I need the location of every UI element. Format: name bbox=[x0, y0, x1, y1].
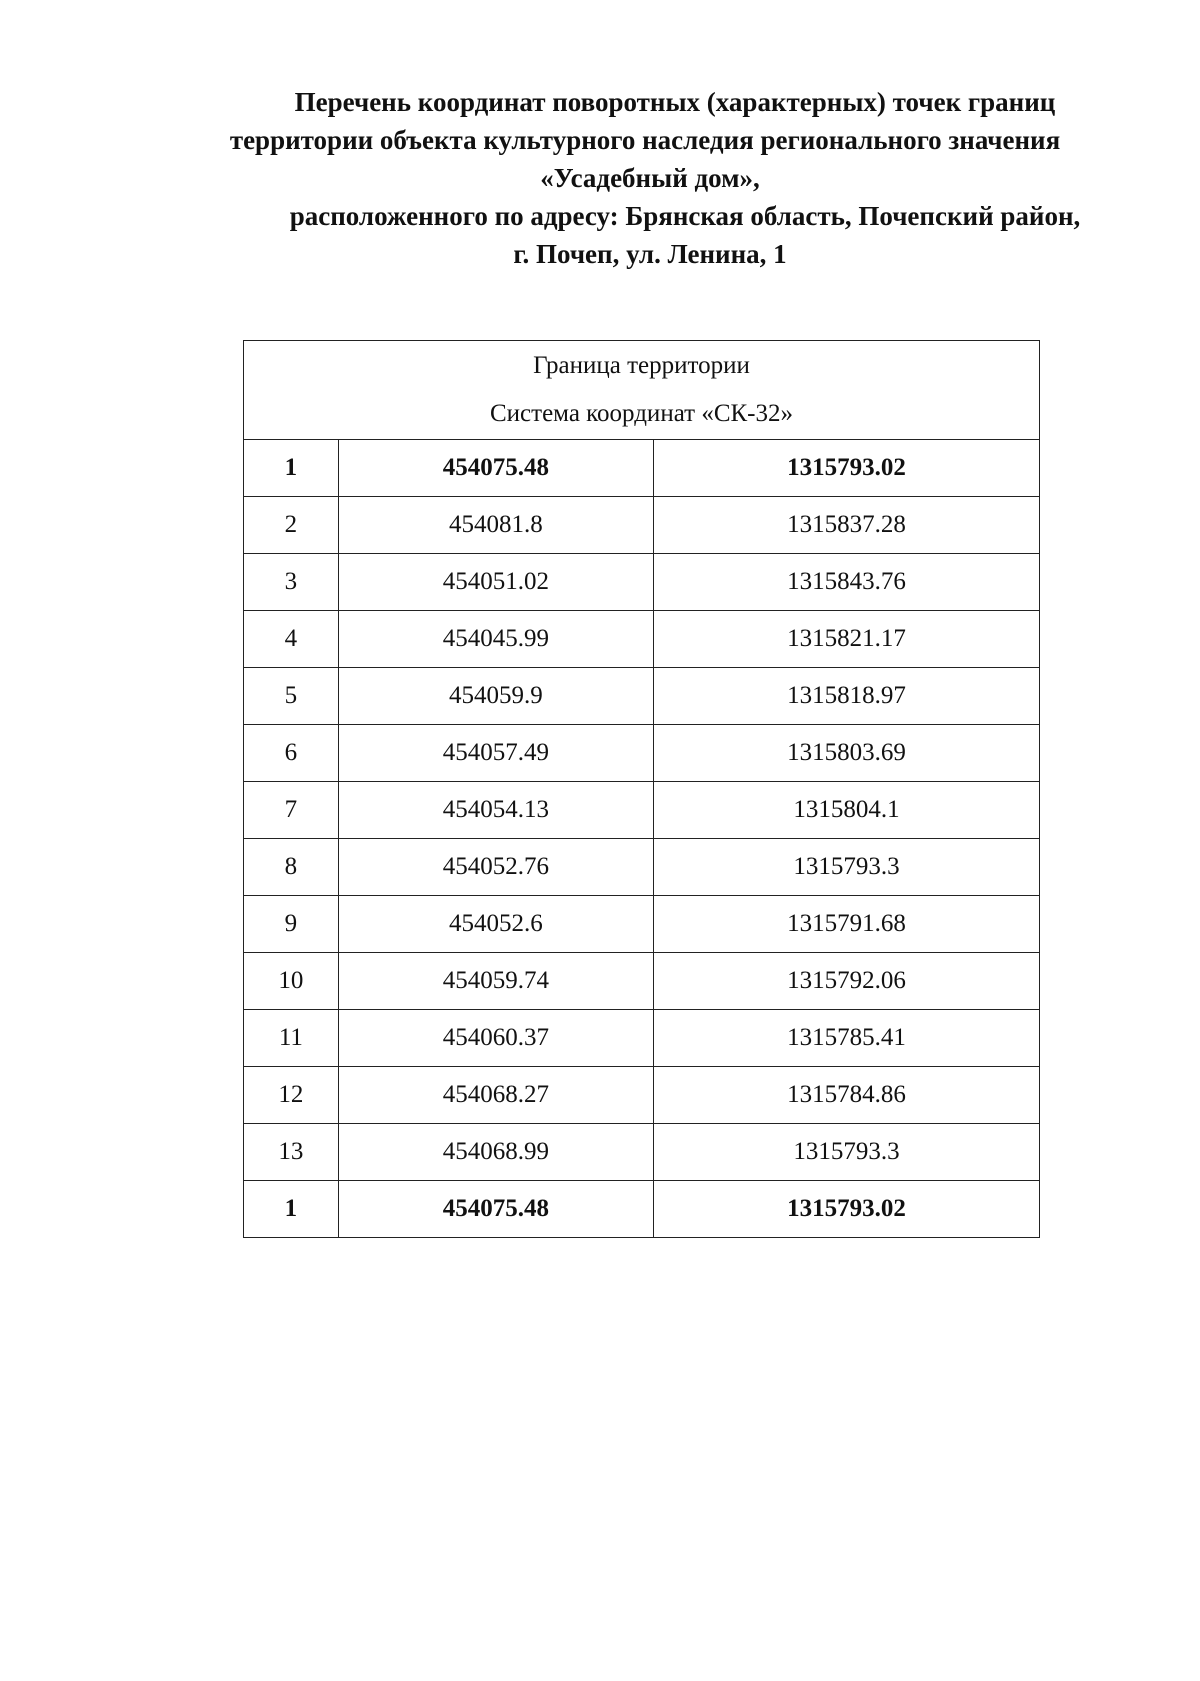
table-row bbox=[244, 1067, 1040, 1124]
point-number-cell: 10 bbox=[244, 953, 339, 1010]
table-row bbox=[244, 1124, 1040, 1181]
y-coordinate-cell: 1315803.69 bbox=[653, 725, 1039, 782]
y-coordinate-cell: 1315843.76 bbox=[653, 554, 1039, 611]
y-coordinate-cell: 1315784.86 bbox=[653, 1067, 1039, 1124]
point-number-cell: 12 bbox=[244, 1067, 339, 1124]
point-number-cell: 1 bbox=[244, 440, 339, 497]
x-coordinate-cell: 454057.49 bbox=[338, 725, 653, 782]
x-coordinate-cell: 454068.99 bbox=[338, 1124, 653, 1181]
title-line: расположенного по адресу: Брянская область, Почепский район, bbox=[289, 201, 1081, 231]
x-coordinate-cell: 454075.48 bbox=[338, 1181, 653, 1238]
x-coordinate-cell: 454059.74 bbox=[338, 953, 653, 1010]
point-number-cell: 9 bbox=[244, 896, 339, 953]
point-number-cell: 4 bbox=[244, 611, 339, 668]
point-number-cell: 3 bbox=[244, 554, 339, 611]
y-coordinate-cell: 1315793.02 bbox=[653, 1181, 1039, 1238]
y-coordinate-cell: 1315792.06 bbox=[653, 953, 1039, 1010]
x-coordinate-cell: 454075.48 bbox=[338, 440, 653, 497]
document-title bbox=[160, 83, 1140, 273]
y-coordinate-cell: 1315793.02 bbox=[653, 440, 1039, 497]
table-caption bbox=[244, 341, 1040, 440]
x-coordinate-cell: 454051.02 bbox=[338, 554, 653, 611]
x-coordinate-cell: 454068.27 bbox=[338, 1067, 653, 1124]
x-coordinate-cell: 454054.13 bbox=[338, 782, 653, 839]
coordinates-table bbox=[243, 340, 1040, 1238]
title-line: «Усадебный дом», bbox=[540, 163, 760, 193]
point-number-cell: 13 bbox=[244, 1124, 339, 1181]
table-row bbox=[244, 440, 1040, 497]
table-row bbox=[244, 668, 1040, 725]
y-coordinate-cell: 1315837.28 bbox=[653, 497, 1039, 554]
table-row bbox=[244, 839, 1040, 896]
point-number-cell: 5 bbox=[244, 668, 339, 725]
title-line: Перечень координат поворотных (характерных) точек границ bbox=[294, 87, 1056, 117]
point-number-cell: 2 bbox=[244, 497, 339, 554]
y-coordinate-cell: 1315818.97 bbox=[653, 668, 1039, 725]
title-line: г. Почеп, ул. Ленина, 1 bbox=[513, 239, 787, 269]
table-caption-row bbox=[244, 341, 1040, 440]
x-coordinate-cell: 454081.8 bbox=[338, 497, 653, 554]
y-coordinate-cell: 1315793.3 bbox=[653, 1124, 1039, 1181]
x-coordinate-cell: 454045.99 bbox=[338, 611, 653, 668]
y-coordinate-cell: 1315785.41 bbox=[653, 1010, 1039, 1067]
table-row bbox=[244, 725, 1040, 782]
y-coordinate-cell: 1315821.17 bbox=[653, 611, 1039, 668]
table-row bbox=[244, 896, 1040, 953]
coordinates-table-body bbox=[244, 341, 1040, 1238]
table-row bbox=[244, 1181, 1040, 1238]
x-coordinate-cell: 454052.6 bbox=[338, 896, 653, 953]
table-row bbox=[244, 497, 1040, 554]
point-number-cell: 7 bbox=[244, 782, 339, 839]
table-row bbox=[244, 782, 1040, 839]
table-row bbox=[244, 953, 1040, 1010]
caption-coordinate-system: Система координат «СК-32» bbox=[490, 400, 793, 427]
point-number-cell: 11 bbox=[244, 1010, 339, 1067]
point-number-cell: 6 bbox=[244, 725, 339, 782]
table-row bbox=[244, 554, 1040, 611]
title-line: территории объекта культурного наследия регионального значения bbox=[229, 125, 1061, 155]
x-coordinate-cell: 454060.37 bbox=[338, 1010, 653, 1067]
table-row bbox=[244, 1010, 1040, 1067]
y-coordinate-cell: 1315793.3 bbox=[653, 839, 1039, 896]
y-coordinate-cell: 1315791.68 bbox=[653, 896, 1039, 953]
caption-boundary-label: Граница территории bbox=[533, 352, 750, 379]
point-number-cell: 1 bbox=[244, 1181, 339, 1238]
table-row bbox=[244, 611, 1040, 668]
point-number-cell: 8 bbox=[244, 839, 339, 896]
y-coordinate-cell: 1315804.1 bbox=[653, 782, 1039, 839]
x-coordinate-cell: 454059.9 bbox=[338, 668, 653, 725]
x-coordinate-cell: 454052.76 bbox=[338, 839, 653, 896]
